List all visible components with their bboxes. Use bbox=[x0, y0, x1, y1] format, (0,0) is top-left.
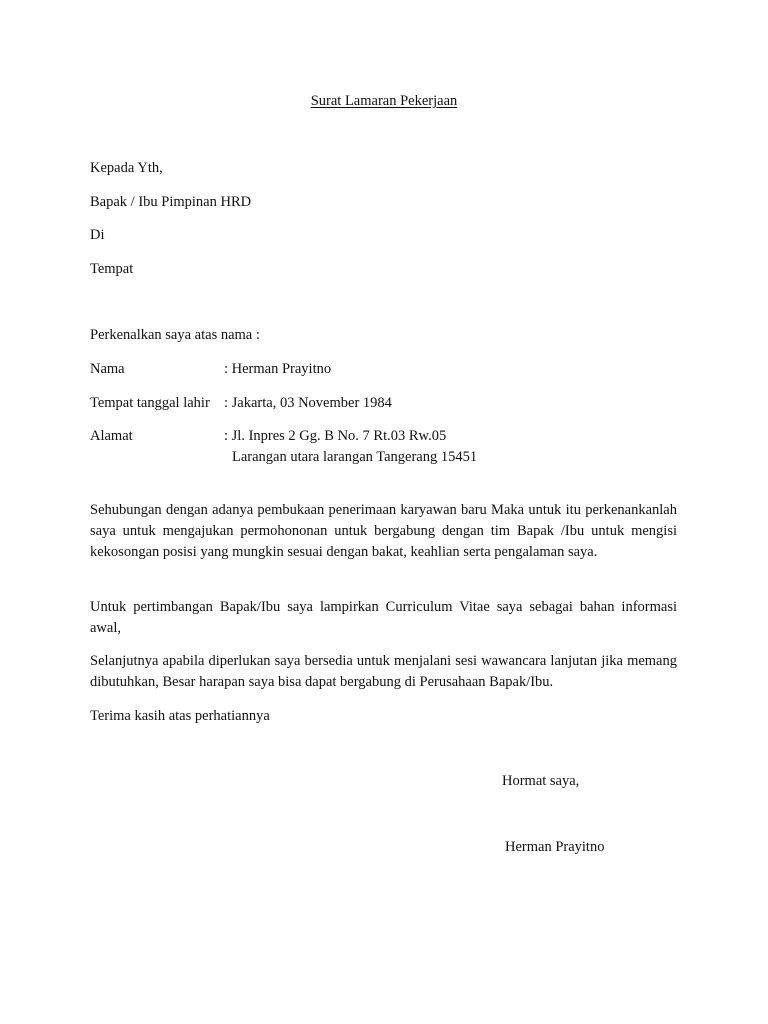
address-value-line-2: Larangan utara larangan Tangerang 15451 bbox=[232, 449, 478, 465]
body-paragraph-1: Sehubungan dengan adanya pembukaan penerimaan karyawan baru Maka untuk itu perkenankanlah saya untuk mengajukan permohononan untuk bergabung dengan tim Bapak /Ibu untuk mengisi kekosongan posisi yang mungkin sesuai dengan bakat, keahlian serta pengalaman saya. bbox=[90, 502, 677, 560]
body-paragraph-2: Untuk pertimbangan Bapak/Ibu saya lampirkan Curriculum Vitae saya sebagai bahan informasi awal, bbox=[90, 599, 677, 636]
letter-title: Surat Lamaran Pekerjaan bbox=[310, 93, 458, 109]
recipient-line-2: Bapak / Ibu Pimpinan HRD bbox=[90, 194, 252, 210]
birth-label: Tempat tanggal lahir bbox=[90, 395, 210, 411]
address-value-line-1: : Jl. Inpres 2 Gg. B No. 7 Rt.03 Rw.05 bbox=[224, 428, 447, 444]
body-paragraph-3: Selanjutnya apabila diperlukan saya bersedia untuk menjalani sesi wawancara lanjutan jika memang dibutuhkan, Besar harapan saya bisa dapat bergabung di Perusahaan Bapak/Ibu. bbox=[90, 653, 677, 690]
birth-value: : Jakarta, 03 November 1984 bbox=[224, 395, 392, 411]
intro-text: Perkenalkan saya atas nama : bbox=[90, 327, 260, 343]
recipient-line-3: Di bbox=[90, 227, 105, 243]
signer-name: Herman Prayitno bbox=[505, 839, 605, 855]
name-value: : Herman Prayitno bbox=[224, 361, 332, 377]
recipient-line-4: Tempat bbox=[90, 261, 134, 277]
closing-greeting: Hormat saya, bbox=[502, 773, 580, 789]
recipient-line-1: Kepada Yth, bbox=[90, 160, 163, 176]
name-label: Nama bbox=[90, 361, 125, 377]
body-paragraph-4: Terima kasih atas perhatiannya bbox=[90, 708, 270, 724]
address-label: Alamat bbox=[90, 428, 133, 444]
